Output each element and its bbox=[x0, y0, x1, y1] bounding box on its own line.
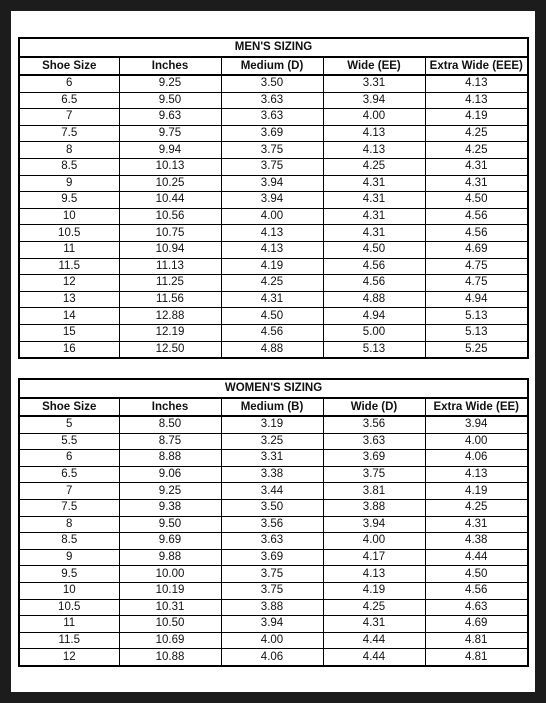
table-cell: 10.69 bbox=[119, 632, 221, 649]
table-cell: 4.50 bbox=[425, 566, 528, 583]
mens-header-row bbox=[19, 57, 528, 75]
table-cell: 4.50 bbox=[221, 308, 323, 325]
table-cell: 4.00 bbox=[425, 433, 528, 450]
table-row bbox=[19, 483, 528, 500]
table-row bbox=[19, 175, 528, 192]
table-row bbox=[19, 258, 528, 275]
table-cell: 3.63 bbox=[221, 92, 323, 109]
table-cell: 3.75 bbox=[221, 566, 323, 583]
table-cell: 5 bbox=[19, 416, 119, 433]
table-cell: 3.31 bbox=[221, 450, 323, 467]
table-cell: 3.88 bbox=[323, 499, 425, 516]
table-cell: 8.5 bbox=[19, 533, 119, 550]
table-cell: 4.63 bbox=[425, 599, 528, 616]
table-row bbox=[19, 92, 528, 109]
table-cell: 3.38 bbox=[221, 466, 323, 483]
table-cell: 4.13 bbox=[425, 75, 528, 92]
table-cell: 3.81 bbox=[323, 483, 425, 500]
table-cell: 4.31 bbox=[323, 225, 425, 242]
table-cell: 9.75 bbox=[119, 125, 221, 142]
column-header: Wide (D) bbox=[323, 398, 425, 416]
table-cell: 3.94 bbox=[323, 516, 425, 533]
table-cell: 3.69 bbox=[323, 450, 425, 467]
table-cell: 4.56 bbox=[425, 208, 528, 225]
column-header: Inches bbox=[119, 398, 221, 416]
table-cell: 10.88 bbox=[119, 649, 221, 666]
table-cell: 4.31 bbox=[425, 158, 528, 175]
table-cell: 4.50 bbox=[425, 192, 528, 209]
table-row bbox=[19, 416, 528, 433]
table-cell: 9.38 bbox=[119, 499, 221, 516]
table-cell: 4.25 bbox=[221, 275, 323, 292]
table-cell: 4.38 bbox=[425, 533, 528, 550]
table-cell: 9.69 bbox=[119, 533, 221, 550]
table-cell: 12 bbox=[19, 649, 119, 666]
table-cell: 3.69 bbox=[221, 125, 323, 142]
table-row bbox=[19, 158, 528, 175]
table-cell: 10.19 bbox=[119, 582, 221, 599]
table-cell: 4.25 bbox=[425, 499, 528, 516]
table-cell: 9.25 bbox=[119, 483, 221, 500]
table-cell: 11.25 bbox=[119, 275, 221, 292]
table-cell: 4.69 bbox=[425, 241, 528, 258]
table-cell: 4.88 bbox=[221, 341, 323, 358]
table-cell: 4.94 bbox=[425, 291, 528, 308]
column-header: Shoe Size bbox=[19, 398, 119, 416]
table-cell: 7.5 bbox=[19, 499, 119, 516]
table-cell: 3.63 bbox=[221, 109, 323, 126]
table-cell: 3.94 bbox=[221, 616, 323, 633]
table-cell: 4.81 bbox=[425, 649, 528, 666]
table-row bbox=[19, 75, 528, 92]
table-cell: 4.00 bbox=[221, 632, 323, 649]
table-cell: 6.5 bbox=[19, 92, 119, 109]
table-row bbox=[19, 142, 528, 159]
table-row bbox=[19, 291, 528, 308]
table-cell: 15 bbox=[19, 324, 119, 341]
table-cell: 3.88 bbox=[221, 599, 323, 616]
table-row bbox=[19, 225, 528, 242]
size-chart-page bbox=[11, 11, 535, 692]
table-cell: 5.13 bbox=[425, 308, 528, 325]
table-cell: 9.5 bbox=[19, 566, 119, 583]
table-cell: 4.13 bbox=[425, 92, 528, 109]
table-cell: 3.19 bbox=[221, 416, 323, 433]
table-row bbox=[19, 516, 528, 533]
table-cell: 10.31 bbox=[119, 599, 221, 616]
table-cell: 4.69 bbox=[425, 616, 528, 633]
table-cell: 4.17 bbox=[323, 549, 425, 566]
table-cell: 4.88 bbox=[323, 291, 425, 308]
column-header: Shoe Size bbox=[19, 57, 119, 75]
table-row bbox=[19, 566, 528, 583]
table-cell: 12 bbox=[19, 275, 119, 292]
table-row bbox=[19, 324, 528, 341]
table-cell: 9.5 bbox=[19, 192, 119, 209]
table-cell: 4.13 bbox=[323, 142, 425, 159]
table-cell: 4.19 bbox=[425, 483, 528, 500]
table-row bbox=[19, 208, 528, 225]
table-row bbox=[19, 582, 528, 599]
table-cell: 4.00 bbox=[221, 208, 323, 225]
table-cell: 4.19 bbox=[221, 258, 323, 275]
table-cell: 4.06 bbox=[221, 649, 323, 666]
table-cell: 11.5 bbox=[19, 258, 119, 275]
table-cell: 4.94 bbox=[323, 308, 425, 325]
mens-table-title: MEN'S SIZING bbox=[19, 38, 528, 57]
table-cell: 3.69 bbox=[221, 549, 323, 566]
table-row bbox=[19, 125, 528, 142]
column-header: Wide (EE) bbox=[323, 57, 425, 75]
table-cell: 10.25 bbox=[119, 175, 221, 192]
table-cell: 11.13 bbox=[119, 258, 221, 275]
table-cell: 4.75 bbox=[425, 258, 528, 275]
table-cell: 9.88 bbox=[119, 549, 221, 566]
table-cell: 4.06 bbox=[425, 450, 528, 467]
table-row bbox=[19, 499, 528, 516]
table-cell: 4.25 bbox=[425, 142, 528, 159]
table-row bbox=[19, 433, 528, 450]
table-cell: 16 bbox=[19, 341, 119, 358]
table-cell: 6 bbox=[19, 75, 119, 92]
table-cell: 13 bbox=[19, 291, 119, 308]
table-cell: 3.25 bbox=[221, 433, 323, 450]
table-cell: 4.81 bbox=[425, 632, 528, 649]
table-cell: 10.44 bbox=[119, 192, 221, 209]
table-cell: 14 bbox=[19, 308, 119, 325]
table-row bbox=[19, 466, 528, 483]
table-row bbox=[19, 632, 528, 649]
table-cell: 9.94 bbox=[119, 142, 221, 159]
table-cell: 5.00 bbox=[323, 324, 425, 341]
table-cell: 4.25 bbox=[323, 599, 425, 616]
table-cell: 9.06 bbox=[119, 466, 221, 483]
table-cell: 4.31 bbox=[323, 175, 425, 192]
table-cell: 3.75 bbox=[221, 142, 323, 159]
table-cell: 3.75 bbox=[323, 466, 425, 483]
table-cell: 4.00 bbox=[323, 533, 425, 550]
table-cell: 10.94 bbox=[119, 241, 221, 258]
table-cell: 5.25 bbox=[425, 341, 528, 358]
column-header: Medium (D) bbox=[221, 57, 323, 75]
table-cell: 10 bbox=[19, 208, 119, 225]
table-cell: 3.56 bbox=[221, 516, 323, 533]
table-row bbox=[19, 308, 528, 325]
table-row bbox=[19, 616, 528, 633]
table-cell: 8.50 bbox=[119, 416, 221, 433]
table-cell: 6 bbox=[19, 450, 119, 467]
table-cell: 4.13 bbox=[221, 225, 323, 242]
table-cell: 4.44 bbox=[425, 549, 528, 566]
table-row bbox=[19, 341, 528, 358]
table-cell: 10.13 bbox=[119, 158, 221, 175]
table-cell: 4.19 bbox=[323, 582, 425, 599]
table-cell: 3.94 bbox=[221, 192, 323, 209]
table-cell: 3.63 bbox=[323, 433, 425, 450]
table-cell: 8.75 bbox=[119, 433, 221, 450]
table-cell: 4.13 bbox=[425, 466, 528, 483]
table-row bbox=[19, 450, 528, 467]
table-cell: 4.56 bbox=[323, 275, 425, 292]
table-cell: 3.94 bbox=[323, 92, 425, 109]
table-cell: 4.44 bbox=[323, 632, 425, 649]
table-cell: 10.5 bbox=[19, 599, 119, 616]
table-cell: 5.5 bbox=[19, 433, 119, 450]
table-cell: 11.56 bbox=[119, 291, 221, 308]
table-cell: 9.25 bbox=[119, 75, 221, 92]
table-cell: 4.31 bbox=[221, 291, 323, 308]
table-cell: 4.25 bbox=[323, 158, 425, 175]
table-cell: 4.31 bbox=[323, 192, 425, 209]
table-cell: 8.88 bbox=[119, 450, 221, 467]
table-cell: 12.19 bbox=[119, 324, 221, 341]
table-cell: 4.31 bbox=[323, 208, 425, 225]
table-cell: 4.00 bbox=[323, 109, 425, 126]
table-cell: 4.56 bbox=[425, 582, 528, 599]
table-row bbox=[19, 649, 528, 666]
table-cell: 3.31 bbox=[323, 75, 425, 92]
column-header: Extra Wide (EE) bbox=[425, 398, 528, 416]
mens-sizing-table bbox=[18, 37, 529, 359]
table-cell: 3.94 bbox=[425, 416, 528, 433]
table-cell: 3.50 bbox=[221, 499, 323, 516]
table-cell: 11 bbox=[19, 616, 119, 633]
table-row bbox=[19, 549, 528, 566]
table-row bbox=[19, 192, 528, 209]
table-row bbox=[19, 241, 528, 258]
table-cell: 10.5 bbox=[19, 225, 119, 242]
table-cell: 5.13 bbox=[425, 324, 528, 341]
table-cell: 4.13 bbox=[323, 566, 425, 583]
table-cell: 6.5 bbox=[19, 466, 119, 483]
table-cell: 3.75 bbox=[221, 158, 323, 175]
table-cell: 7.5 bbox=[19, 125, 119, 142]
table-cell: 3.75 bbox=[221, 582, 323, 599]
table-cell: 4.56 bbox=[221, 324, 323, 341]
table-cell: 3.56 bbox=[323, 416, 425, 433]
table-cell: 3.50 bbox=[221, 75, 323, 92]
column-header: Extra Wide (EEE) bbox=[425, 57, 528, 75]
womens-table-title: WOMEN'S SIZING bbox=[19, 379, 528, 398]
womens-header-row bbox=[19, 398, 528, 416]
womens-sizing-table bbox=[18, 378, 529, 667]
table-cell: 4.31 bbox=[425, 175, 528, 192]
table-cell: 9 bbox=[19, 549, 119, 566]
table-cell: 12.50 bbox=[119, 341, 221, 358]
table-cell: 9 bbox=[19, 175, 119, 192]
table-cell: 4.56 bbox=[323, 258, 425, 275]
table-cell: 12.88 bbox=[119, 308, 221, 325]
table-cell: 3.94 bbox=[221, 175, 323, 192]
table-cell: 11.5 bbox=[19, 632, 119, 649]
table-cell: 8.5 bbox=[19, 158, 119, 175]
table-cell: 4.13 bbox=[323, 125, 425, 142]
table-cell: 4.50 bbox=[323, 241, 425, 258]
table-cell: 3.63 bbox=[221, 533, 323, 550]
column-header: Inches bbox=[119, 57, 221, 75]
table-cell: 10.56 bbox=[119, 208, 221, 225]
table-cell: 4.75 bbox=[425, 275, 528, 292]
table-cell: 10.50 bbox=[119, 616, 221, 633]
table-row bbox=[19, 275, 528, 292]
table-row bbox=[19, 533, 528, 550]
table-cell: 7 bbox=[19, 109, 119, 126]
table-cell: 11 bbox=[19, 241, 119, 258]
table-cell: 8 bbox=[19, 142, 119, 159]
table-cell: 8 bbox=[19, 516, 119, 533]
table-cell: 4.13 bbox=[221, 241, 323, 258]
table-cell: 9.63 bbox=[119, 109, 221, 126]
table-cell: 10.75 bbox=[119, 225, 221, 242]
table-row bbox=[19, 109, 528, 126]
table-cell: 4.44 bbox=[323, 649, 425, 666]
table-cell: 4.56 bbox=[425, 225, 528, 242]
table-cell: 3.44 bbox=[221, 483, 323, 500]
table-cell: 7 bbox=[19, 483, 119, 500]
table-cell: 5.13 bbox=[323, 341, 425, 358]
column-header: Medium (B) bbox=[221, 398, 323, 416]
table-cell: 4.31 bbox=[425, 516, 528, 533]
table-cell: 4.25 bbox=[425, 125, 528, 142]
table-cell: 4.19 bbox=[425, 109, 528, 126]
table-cell: 9.50 bbox=[119, 92, 221, 109]
table-row bbox=[19, 599, 528, 616]
table-cell: 4.31 bbox=[323, 616, 425, 633]
table-cell: 9.50 bbox=[119, 516, 221, 533]
table-cell: 10 bbox=[19, 582, 119, 599]
table-cell: 10.00 bbox=[119, 566, 221, 583]
